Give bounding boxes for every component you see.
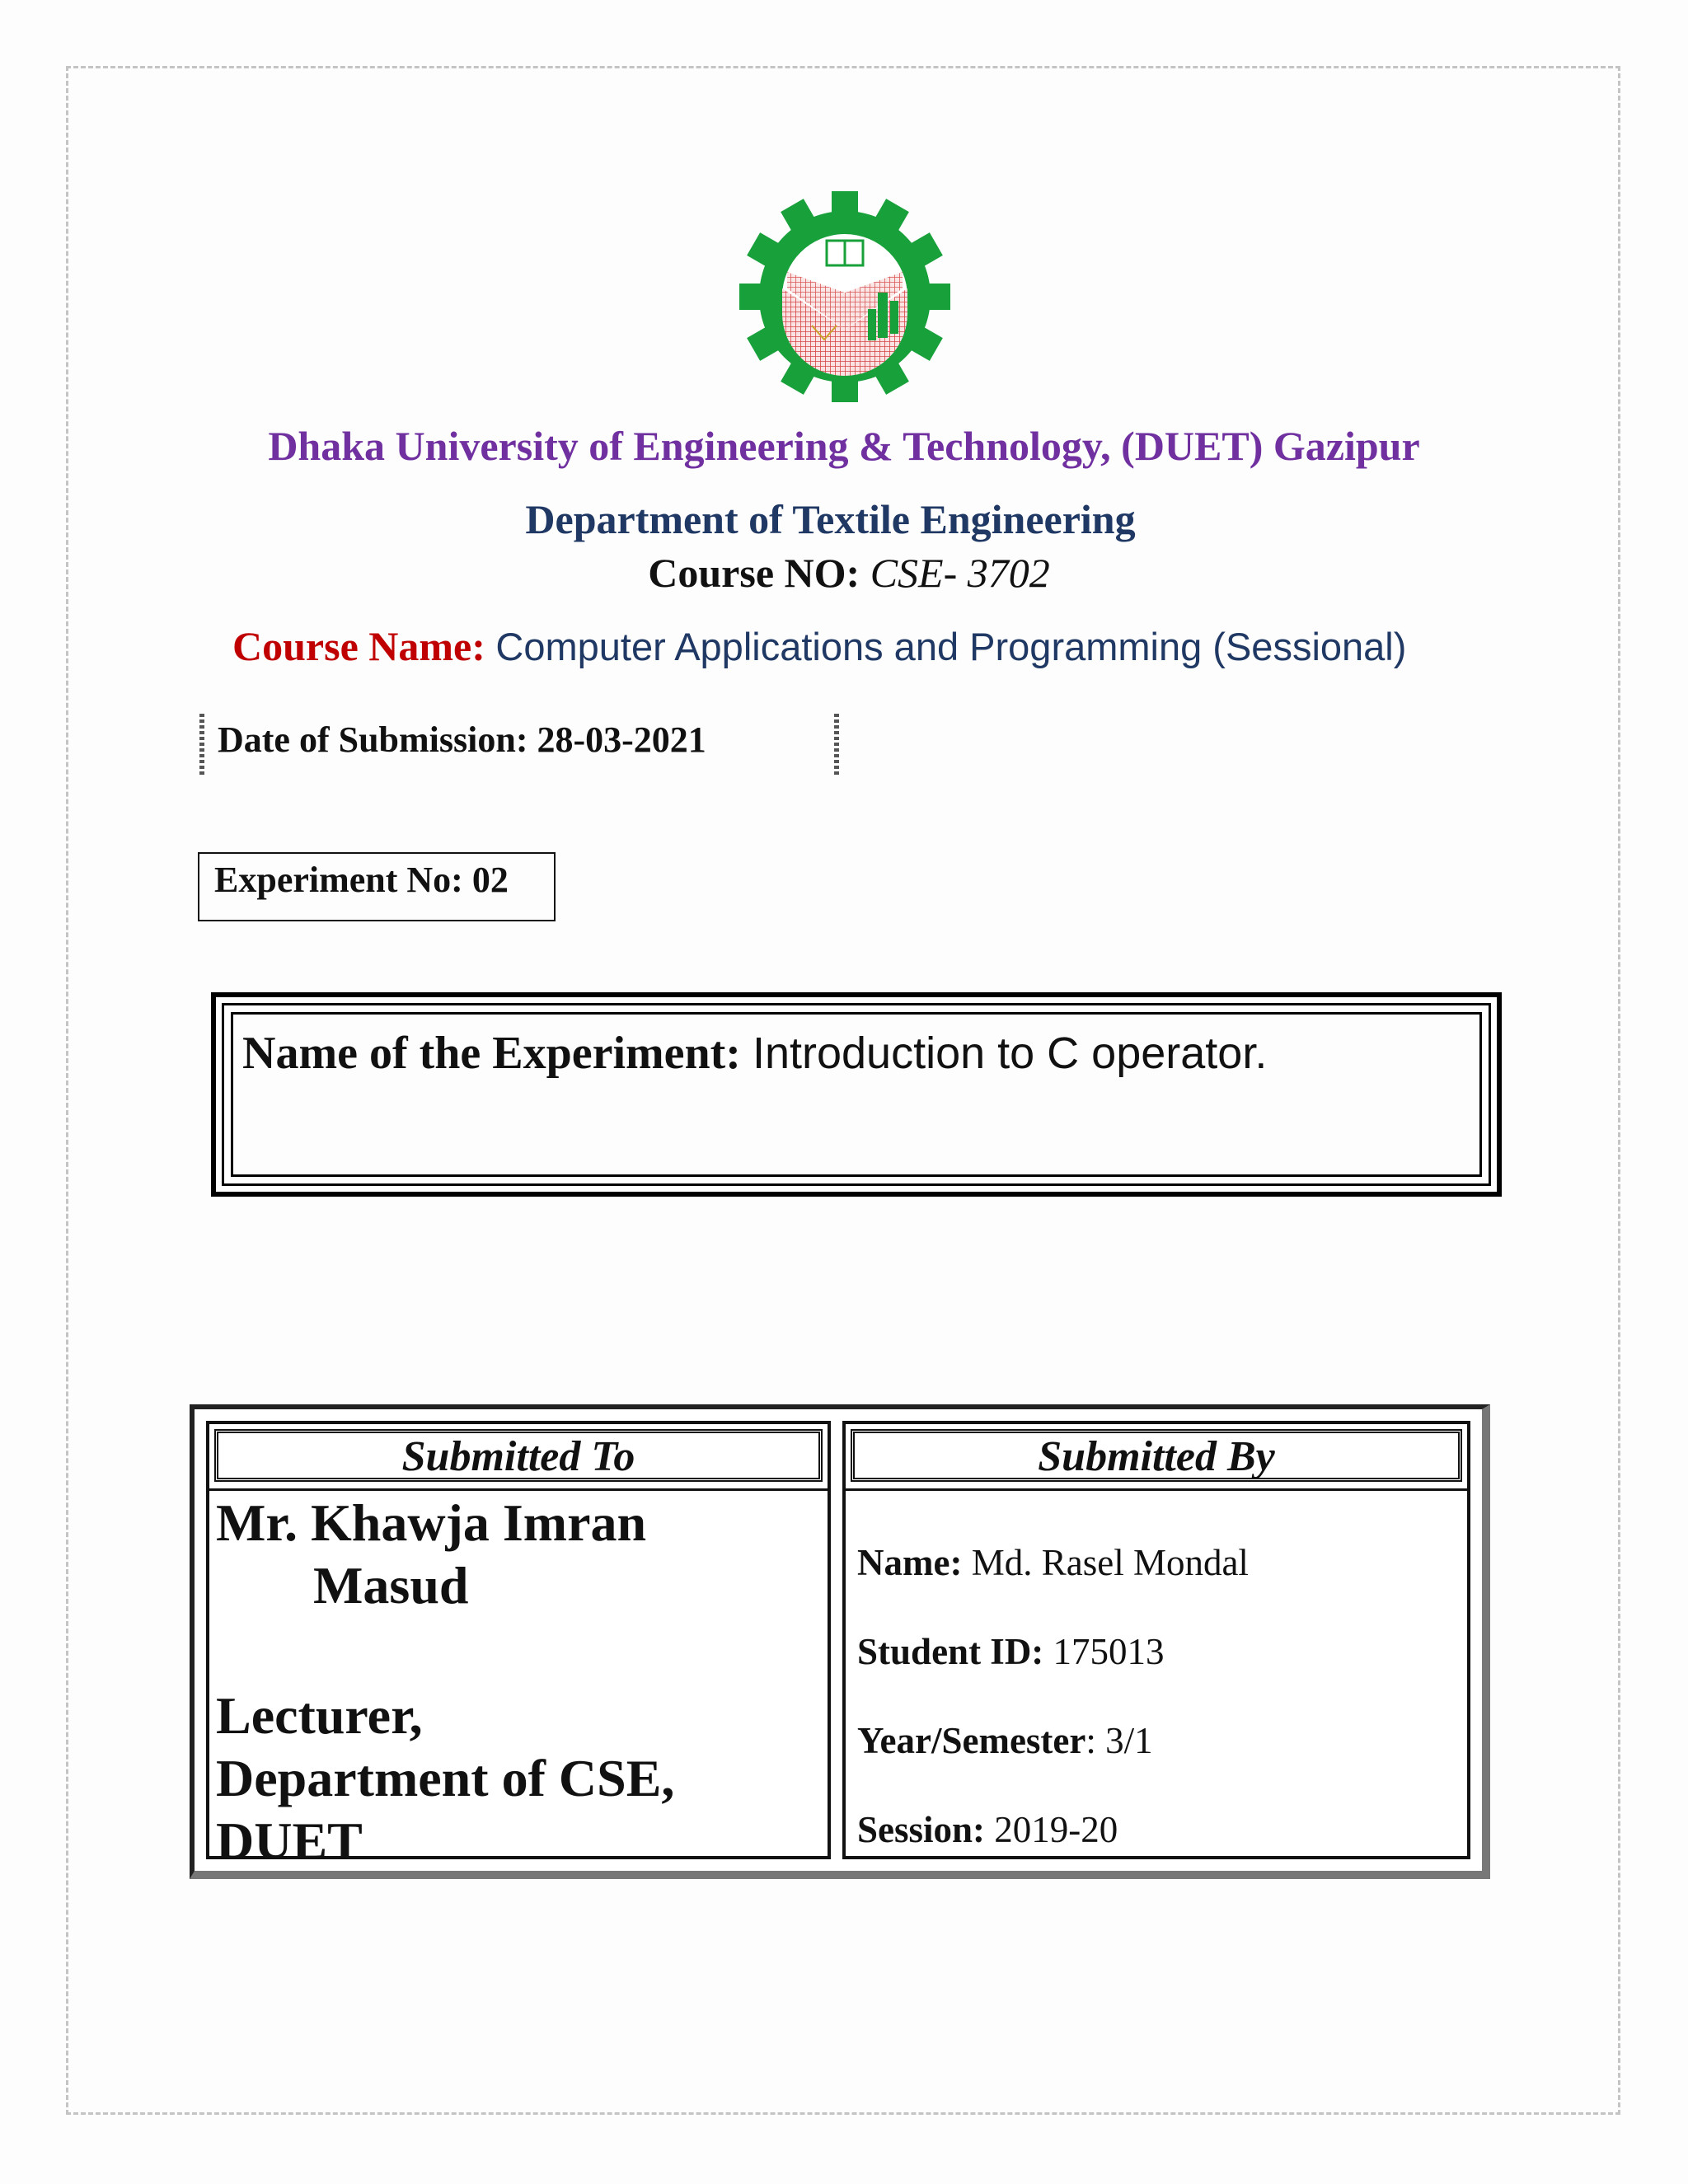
session-label: Session: [857,1809,986,1850]
experiment-number [198,852,556,921]
submitted-to-header: Submitted To [214,1429,823,1482]
university-name: Dhaka University of Engineering & Technology, (DUET) Gazipur [268,423,1420,469]
student-id-row [857,1630,1165,1673]
student-name-row [857,1541,1249,1584]
header-divider [209,1488,828,1491]
submitted-to-cell [206,1421,831,1870]
submitted-by-cell [842,1421,1470,1859]
year-semester-row [857,1719,1153,1762]
session-value: 2019-20 [994,1809,1118,1850]
session-row [857,1808,1118,1851]
submission-table [190,1404,1490,1879]
experiment-no-value: 02 [471,860,509,900]
date-value: 28-03-2021 [537,719,706,760]
date-box-left-bar [199,714,204,776]
experiment-name-label: Name of the Experiment: [242,1028,741,1079]
year-semester-value: : 3/1 [1085,1720,1153,1761]
course-no-label: Course NO: [648,550,860,596]
course-number [585,549,1113,597]
teacher-name-line1: Mr. Khawja Imran [216,1493,647,1552]
student-name-value: Md. Rasel Mondal [971,1542,1249,1583]
course-name-value: Computer Applications and Programming (Sessional) [495,625,1407,668]
year-semester-label: Year/Semester [857,1720,1086,1761]
duet-logo-icon [717,191,973,405]
course-name-label: Course Name: [232,623,485,669]
experiment-name-box [211,992,1502,1197]
teacher-role-line1: Lecturer, [216,1686,423,1745]
student-id-value: 175013 [1053,1631,1165,1672]
teacher-name [216,1492,646,1617]
date-box-right-bar [834,714,839,776]
course-name [232,622,1469,670]
teacher-role-line2: Department of CSE, [216,1749,675,1807]
experiment-no-label: Experiment No: [214,860,463,900]
teacher-name-line2: Masud [313,1556,469,1615]
submission-date [199,710,839,780]
department-name: Department of Textile Engineering [525,496,1136,542]
student-name-label: Name: [857,1542,963,1583]
date-label: Date of Submission: [218,719,528,760]
experiment-name-value: Introduction to C operator. [752,1029,1268,1078]
submitted-by-header: Submitted By [851,1429,1462,1482]
header-divider [846,1488,1467,1491]
teacher-role-line3: DUET [216,1811,363,1870]
student-id-label: Student ID: [857,1631,1044,1672]
course-no-value: CSE- 3702 [870,550,1050,596]
teacher-role [216,1685,674,1872]
